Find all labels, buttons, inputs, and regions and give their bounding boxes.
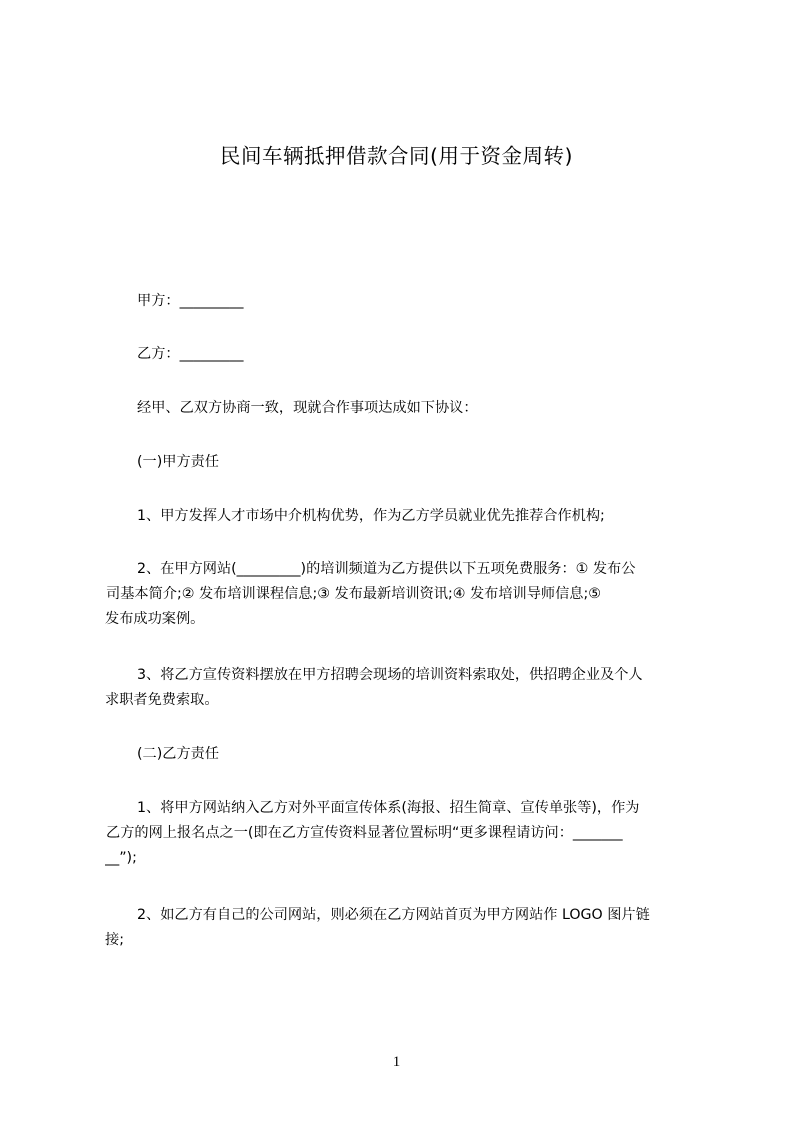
section1-item3-line2: 求职者免费索取。 <box>105 692 219 708</box>
section2-heading: (二)乙方责任 <box>137 746 220 762</box>
section2-item2-line1: 2、如乙方有自己的公司网站，则必须在乙方网站首页为甲方网站作 LOGO 图片链 <box>137 907 650 923</box>
section1-item2-line1: 2、在甲方网站(_________)的培训频道为乙方提供以下五项免费服务：① 发布公 <box>137 561 636 577</box>
document-title: 民间车辆抵押借款合同(用于资金周转) <box>220 144 573 168</box>
section2-item1-line1: 1、将甲方网站纳入乙方对外平面宣传体系(海报、招生简章、宣传单张等)，作为 <box>137 800 640 816</box>
party-a-line: 甲方：_________ <box>137 293 244 309</box>
page-number: 1 <box>392 1054 401 1070</box>
party-b-line: 乙方：_________ <box>137 346 244 362</box>
section2-item1-line3: __”); <box>105 850 137 866</box>
section2-item2 <box>105 903 711 953</box>
section1-item3-line1: 3、将乙方宣传资料摆放在甲方招聘会现场的培训资料索取处，供招聘企业及个人 <box>137 667 643 683</box>
preamble: 经甲、乙双方协商一致，现就合作事项达成如下协议： <box>137 400 478 416</box>
section1-item2-line3: 发布成功案例。 <box>105 611 205 627</box>
section1-item1: 1、甲方发挥人才市场中介机构优势，作为乙方学员就业优先推荐合作机构; <box>137 508 605 524</box>
section1-item2-line2: 司基本简介;② 发布培训课程信息;③ 发布最新培训资讯;④ 发布培训导师信息;⑤ <box>106 586 601 602</box>
section1-heading: (一)甲方责任 <box>137 454 220 470</box>
section1-item3 <box>105 663 711 713</box>
section2-item1 <box>105 796 711 871</box>
section2-item2-line2: 接; <box>105 932 124 948</box>
section2-item1-line2: 乙方的网上报名点之一(即在乙方宣传资料显著位置标明“更多课程请访问：_______ <box>106 825 623 841</box>
section1-item2 <box>105 557 711 632</box>
